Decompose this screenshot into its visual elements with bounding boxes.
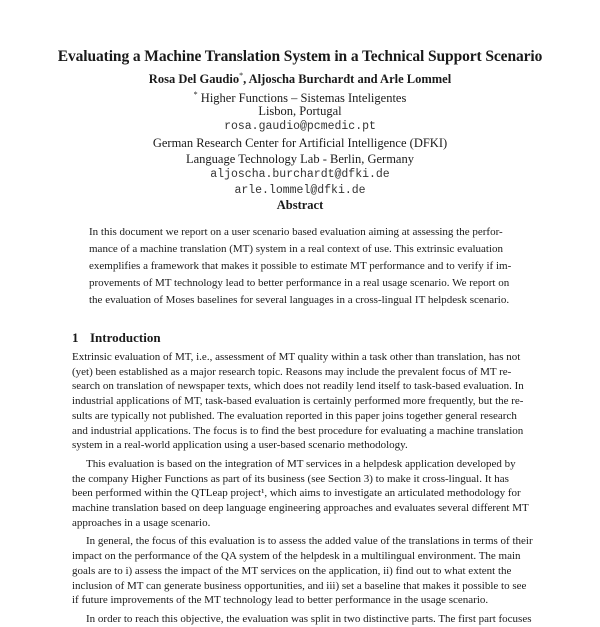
abstract-heading: Abstract bbox=[276, 198, 324, 212]
abstract-line: mance of a machine translation (MT) system in a real context of use. This extrinsic evaluation bbox=[89, 243, 503, 255]
body-line: inclusion of MT can generate business opportunities, and iii) set a baseline that makes it possible to see bbox=[72, 579, 527, 592]
body-line: impact on the performance of the QA system of the helpdesk in a multilingual environment. The main bbox=[72, 550, 521, 563]
affiliation-mark: * bbox=[193, 90, 198, 99]
body-line: and industrial applications. The focus is to find the best procedure for evaluating a machine translation bbox=[72, 424, 524, 437]
body-line: goals are to i) assess the impact of the MT services on the application, ii) find out to what extent the bbox=[72, 564, 512, 577]
abstract-line: provements of MT technology lead to better performance in a real usage scenario. We report on bbox=[89, 277, 510, 289]
body-line: In general, the focus of this evaluation is to assess the added value of the translations in terms of their bbox=[86, 535, 533, 548]
paper-authors bbox=[0, 71, 600, 87]
body-line: machine translation based on deep language engineering approaches and evaluates several different MT bbox=[72, 502, 529, 515]
section-number: 1 bbox=[72, 330, 79, 345]
section-heading bbox=[72, 330, 161, 346]
email-address: arle.lommel@dfki.de bbox=[234, 184, 366, 197]
author-name-1: Rosa Del Gaudio bbox=[148, 72, 240, 87]
abstract-text bbox=[89, 224, 513, 309]
affiliation-line: German Research Center for Artificial Intelligence (DFKI) bbox=[152, 136, 448, 150]
body-line: (yet) been established as a major research topic. Reasons may include the prevalent focus of MT re- bbox=[72, 365, 512, 378]
author-affiliation-mark: * bbox=[239, 71, 244, 80]
author-names-rest: , Aljoscha Burchardt and Arle Lommel bbox=[243, 72, 452, 87]
paper-title: Evaluating a Machine Translation System in a Technical Support Scenario bbox=[57, 48, 543, 65]
body-line: system in a real-world application using a user-based scenario methodology. bbox=[72, 439, 408, 452]
affiliation-line: Language Technology Lab - Berlin, Germany bbox=[186, 152, 414, 166]
body-line: been performed within the QTLeap project¹, which aims to investigate an articulated methodology for bbox=[72, 487, 521, 500]
email-address: rosa.gaudio@pcmedic.pt bbox=[224, 120, 376, 133]
section-body bbox=[72, 350, 534, 627]
body-line: industrial applications of MT, task-based evaluation is certainly performed more frequently, but the re- bbox=[72, 395, 524, 408]
affiliation-line: Lisbon, Portugal bbox=[258, 104, 342, 118]
body-line: Extrinsic evaluation of MT, i.e., assessment of MT quality within a task other than translation, has not bbox=[72, 351, 521, 363]
abstract-line: exemplifies a framework that makes it possible to estimate MT performance and to verify if im- bbox=[89, 260, 512, 272]
body-line: search on translation of newspaper texts, which does not readily lend itself to task-based evaluation. In bbox=[72, 380, 524, 393]
email-address: aljoscha.burchardt@dfki.de bbox=[210, 168, 390, 181]
affiliation-text: Higher Functions – Sistemas Inteligentes bbox=[197, 91, 407, 106]
body-line: In order to reach this objective, the evaluation was split in two distinctive parts. The first part focuses bbox=[86, 612, 532, 625]
body-line: the company Higher Functions as part of its business (see Section 3) to make it cross-lingual. It has bbox=[72, 472, 509, 485]
section-title: Introduction bbox=[90, 330, 161, 345]
body-line: if future improvements of the MT technology lead to better performance in the usage scenario. bbox=[72, 594, 489, 607]
body-line: sults are typically not published. The evaluation reported in this paper joins together general research bbox=[72, 409, 517, 422]
body-line: approaches in a usage scenario. bbox=[72, 516, 211, 529]
body-line: This evaluation is based on the integration of MT services in a helpdesk application developed by bbox=[86, 457, 516, 470]
abstract-line: the evaluation of Moses baselines for several languages in a cross-lingual IT helpdesk scenario. bbox=[89, 294, 510, 306]
abstract-line: In this document we report on a user scenario based evaluation aiming at assessing the perfor- bbox=[89, 226, 503, 238]
